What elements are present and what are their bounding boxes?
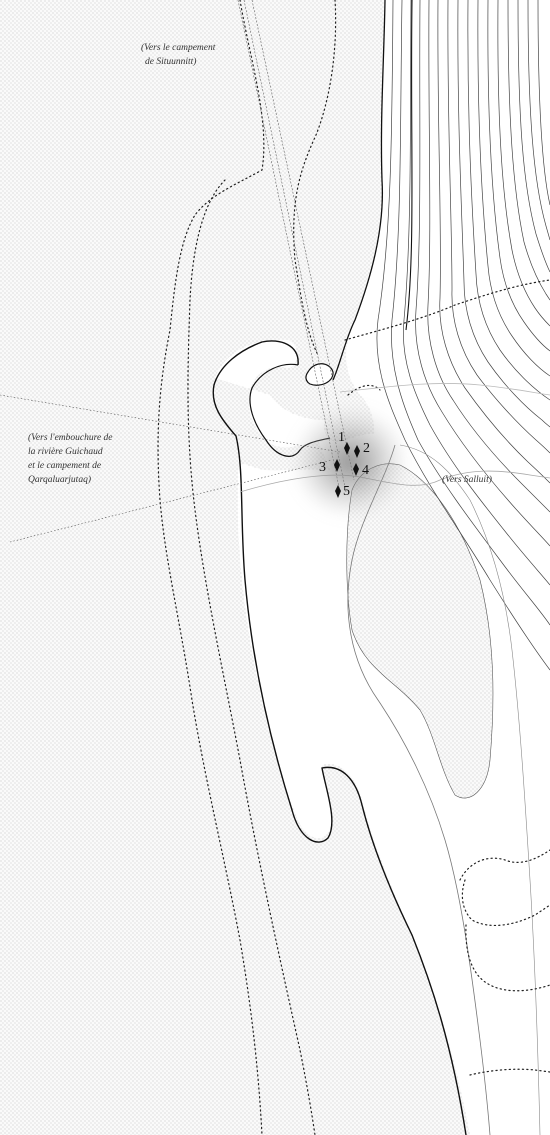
west-label-line-1: (Vers l'embouchure de [28,433,113,443]
north-label-line-1: (Vers le campement [141,43,216,53]
site-label-5: 5 [343,484,350,499]
north-label-line-2: de Situunnitt) [145,57,197,67]
site-halo [290,404,410,520]
site-label-2: 2 [363,441,370,456]
site-label-4: 4 [362,463,369,478]
site-label-3: 3 [319,460,326,475]
site-label-1: 1 [338,430,345,445]
west-label-line-2: la rivière Guichaud [28,447,103,457]
west-label-line-4: Qarqaluarjutaq) [28,475,91,485]
west-label-line-3: et le campement de [28,461,102,471]
east-label: (Vers Salluit) [442,475,492,485]
